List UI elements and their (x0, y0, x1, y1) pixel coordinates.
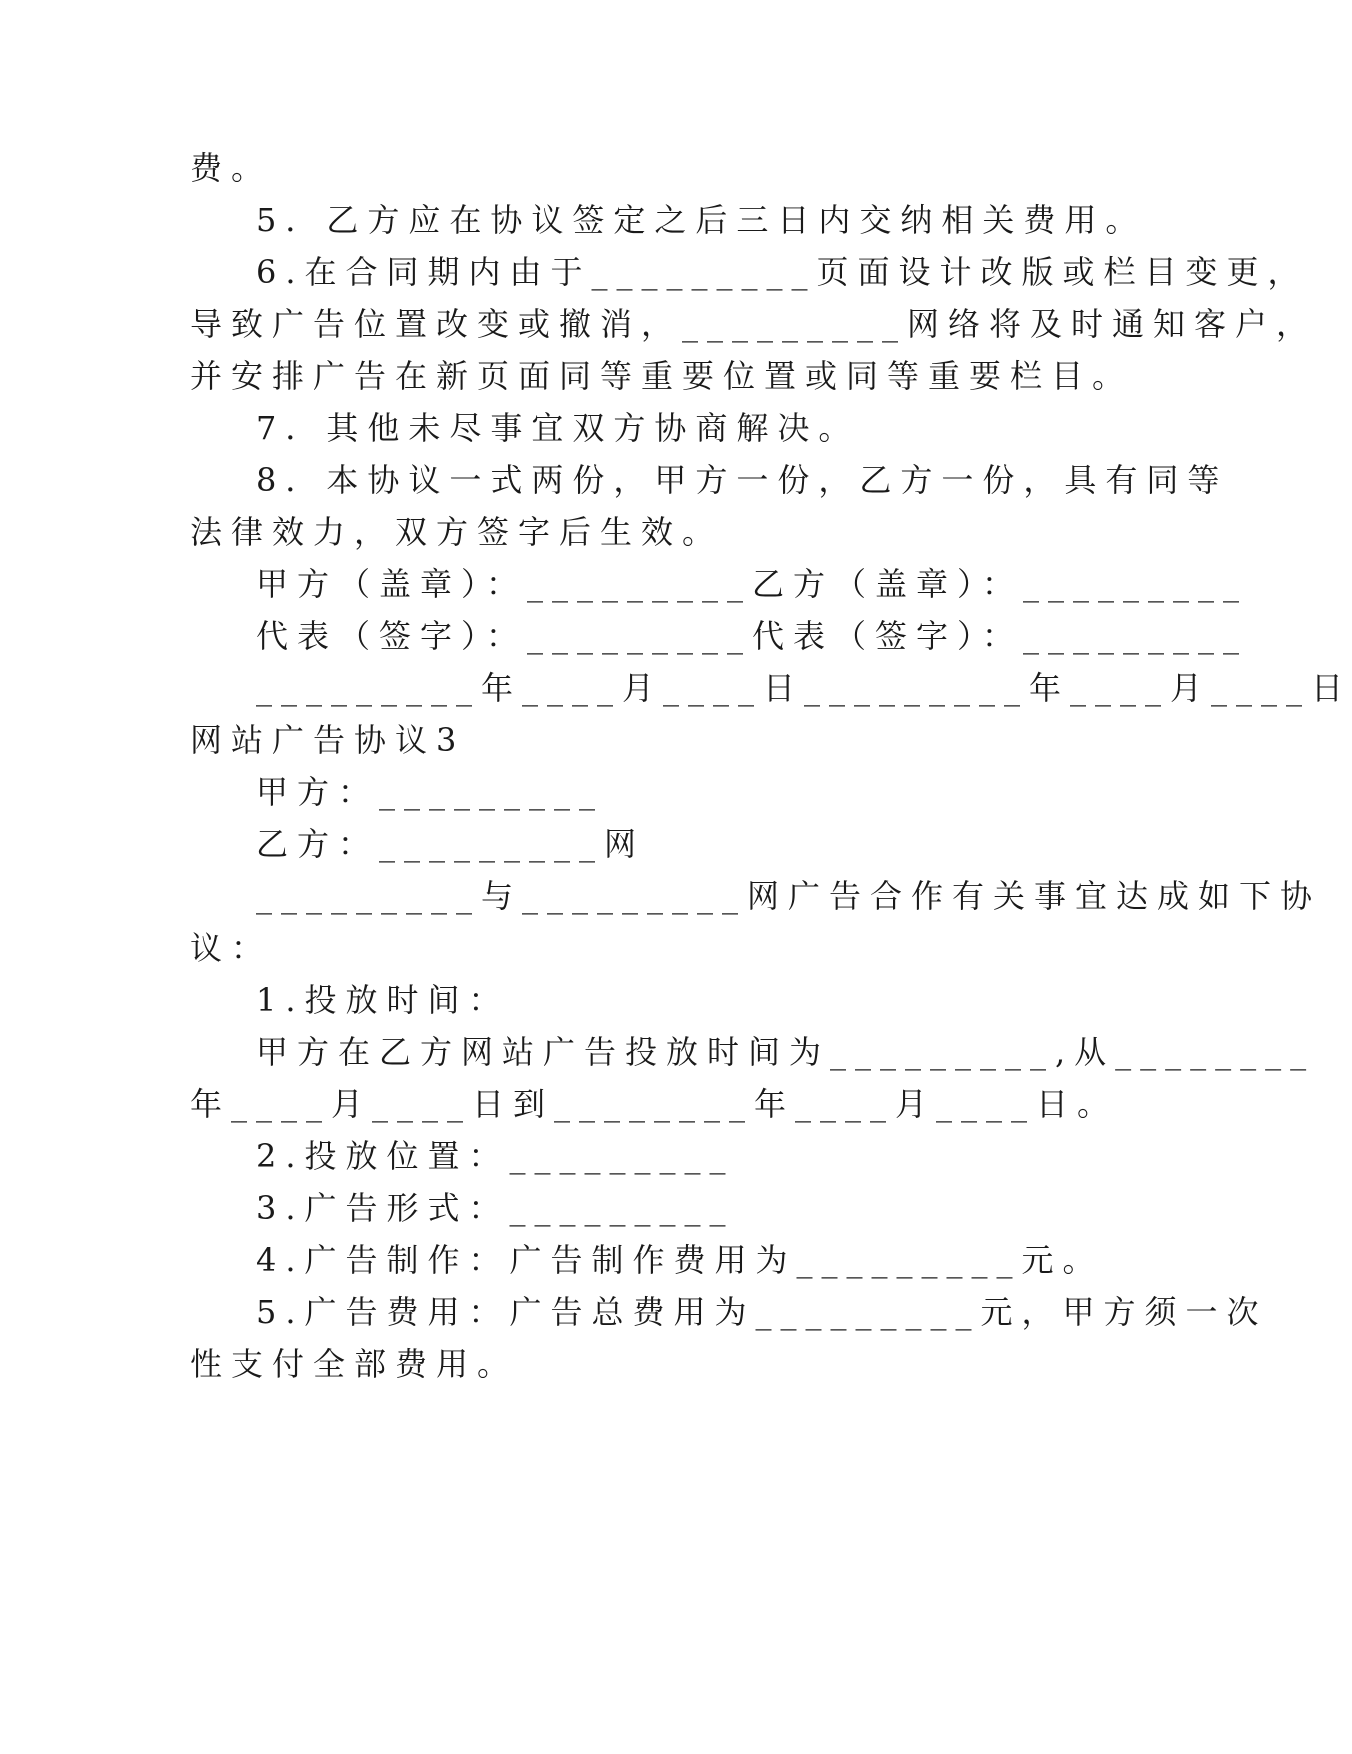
clause-line: 4.广告制作：广告制作费用为_________元。 (256, 1241, 1104, 1279)
text-line: 性支付全部费用。 (190, 1345, 519, 1383)
text-line: 7．其他未尽事宜双方协商解决。 (256, 409, 860, 447)
text-line: 5．乙方应在协议签定之后三日内交纳相关费用。 (256, 201, 1147, 239)
section-title: 网站广告协议3 (190, 721, 466, 759)
text-line: 甲方在乙方网站广告投放时间为_________,从________ (256, 1033, 1316, 1071)
signature-line: 甲方（盖章）：_________乙方（盖章）：_________ (256, 565, 1249, 603)
clause-heading: 1.投放时间： (256, 981, 510, 1019)
text-line: 法律效力，双方签字后生效。 (190, 513, 724, 551)
date-line: _________年____月____日_________年____月____日 (256, 669, 1352, 707)
text-line: 并安排广告在新页面同等重要位置或同等重要栏目。 (190, 357, 1134, 395)
text-line: 议： (190, 929, 273, 967)
clause-line: 5.广告费用：广告总费用为_________元，甲方须一次 (256, 1293, 1268, 1331)
text-line: _________与_________网广告合作有关事宜达成如下协 (256, 877, 1322, 915)
text-line: 6.在合同期内由于_________页面设计改版或栏目变更， (256, 253, 1309, 291)
text-line: 导致广告位置改变或撤消，_________网络将及时通知客户， (190, 305, 1318, 343)
party-a-line: 甲方：_________ (256, 773, 605, 811)
text-line: 费。 (190, 149, 273, 187)
signature-line: 代表（签字）：_________代表（签字）：_________ (256, 617, 1249, 655)
clause-line: 3.广告形式：_________ (256, 1189, 735, 1227)
party-b-line: 乙方：_________网 (256, 825, 646, 863)
text-line: 年____月____日到________年____月____日。 (190, 1085, 1119, 1123)
text-line: 8．本协议一式两份，甲方一份，乙方一份，具有同等 (256, 461, 1229, 499)
clause-line: 2.投放位置：_________ (256, 1137, 735, 1175)
